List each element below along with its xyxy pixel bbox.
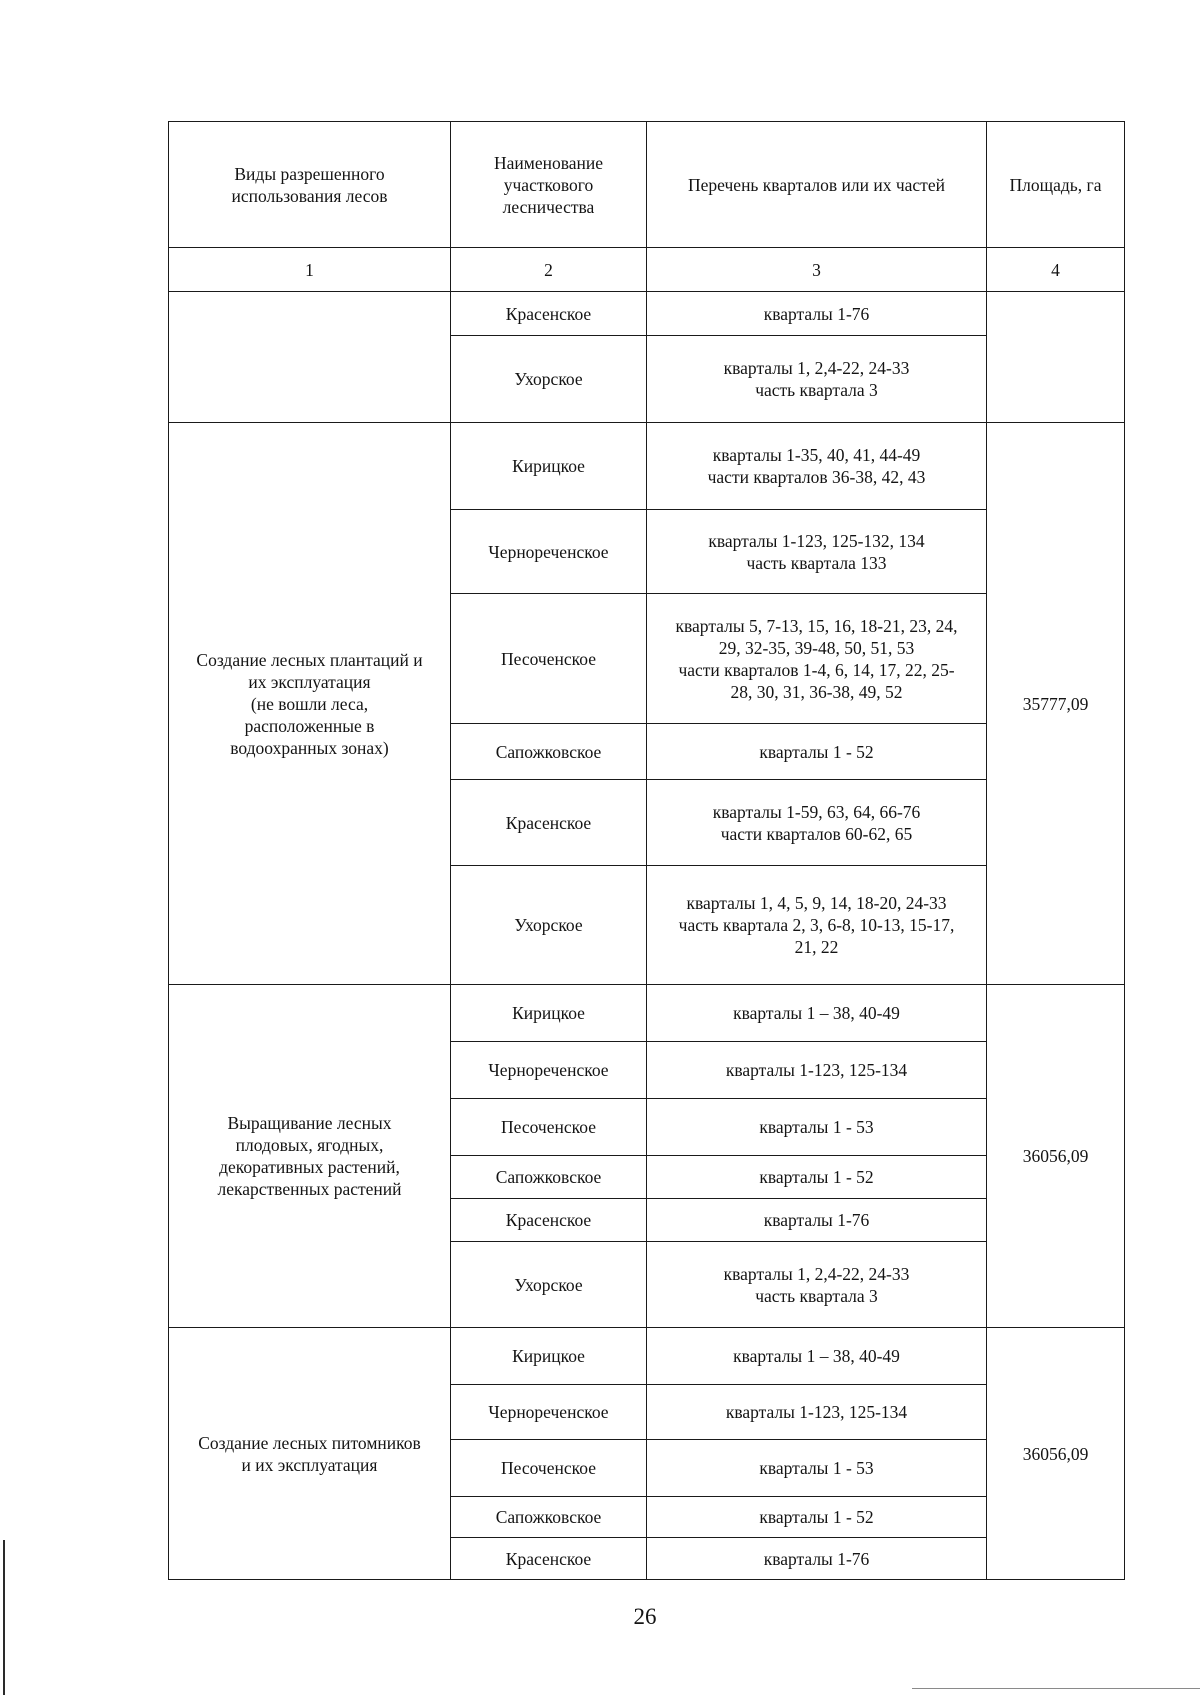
quarters-cell: кварталы 1, 4, 5, 9, 14, 18-20, 24-33 часть квартала 2, 3, 6-8, 10-13, 15-17, 21, 22 <box>647 866 987 985</box>
table-row <box>169 1328 1125 1385</box>
page-number: 26 <box>633 1604 657 1629</box>
forestry-cell: Ухорское <box>451 1242 647 1328</box>
table-body <box>169 122 1125 1580</box>
forestry-cell: Сапожковское <box>451 1497 647 1538</box>
quarters-cell: кварталы 1 - 52 <box>647 1156 987 1199</box>
quarters-cell: кварталы 1 - 52 <box>647 724 987 780</box>
quarters-cell: кварталы 1-123, 125-132, 134 часть квартала 133 <box>647 510 987 594</box>
quarters-cell: кварталы 1 – 38, 40-49 <box>647 985 987 1042</box>
header-quarters-list: Перечень кварталов или их частей <box>647 122 987 248</box>
column-number: 2 <box>451 248 647 292</box>
column-number: 4 <box>987 248 1125 292</box>
quarters-cell: кварталы 1-35, 40, 41, 44-49 части кварталов 36-38, 42, 43 <box>647 423 987 510</box>
forest-use-table <box>168 121 1125 1580</box>
quarters-cell: кварталы 1 - 52 <box>647 1497 987 1538</box>
quarters-cell: кварталы 5, 7-13, 15, 16, 18-21, 23, 24, 29, 32-35, 39-48, 50, 51, 53 части кварталов 1-4, 6, 14, 17, 22, 25- 28, 30, 31, 36-38, 49, 52 <box>647 594 987 724</box>
quarters-cell: кварталы 1 - 53 <box>647 1099 987 1156</box>
permitted-use-cell: Создание лесных плантаций и их эксплуатация (не вошли леса, расположенные в водоохранных зонах) <box>169 423 451 985</box>
quarters-cell: кварталы 1, 2,4-22, 24-33 часть квартала 3 <box>647 1242 987 1328</box>
forestry-cell: Красенское <box>451 292 647 336</box>
permitted-use-cell <box>169 292 451 423</box>
forestry-cell: Сапожковское <box>451 1156 647 1199</box>
area-cell: 36056,09 <box>987 985 1125 1328</box>
forestry-cell: Кирицкое <box>451 423 647 510</box>
column-number-row <box>169 248 1125 292</box>
quarters-cell: кварталы 1 – 38, 40-49 <box>647 1328 987 1385</box>
permitted-use-cell: Создание лесных питомников и их эксплуатация <box>169 1328 451 1580</box>
quarters-cell: кварталы 1-123, 125-134 <box>647 1385 987 1440</box>
forestry-cell: Песоченское <box>451 1440 647 1497</box>
forestry-cell: Кирицкое <box>451 985 647 1042</box>
area-cell: 35777,09 <box>987 423 1125 985</box>
header-area: Площадь, га <box>987 122 1125 248</box>
quarters-cell: кварталы 1-76 <box>647 292 987 336</box>
permitted-use-cell: Выращивание лесных плодовых, ягодных, декоративных растений, лекарственных растений <box>169 985 451 1328</box>
table-row <box>169 985 1125 1042</box>
forestry-cell: Красенское <box>451 1199 647 1242</box>
area-cell <box>987 292 1125 423</box>
scan-margin-line <box>3 1540 5 1695</box>
quarters-cell: кварталы 1-76 <box>647 1199 987 1242</box>
table-row <box>169 292 1125 336</box>
header-row <box>169 122 1125 248</box>
forestry-cell: Песоченское <box>451 594 647 724</box>
forestry-cell: Ухорское <box>451 866 647 985</box>
scan-bottom-rule <box>912 1688 1200 1689</box>
forestry-cell: Песоченское <box>451 1099 647 1156</box>
header-forestry-name: Наименование участкового лесничества <box>451 122 647 248</box>
quarters-cell: кварталы 1-76 <box>647 1538 987 1580</box>
forestry-cell: Красенское <box>451 1538 647 1580</box>
forestry-cell: Чернореченское <box>451 1042 647 1099</box>
quarters-cell: кварталы 1 - 53 <box>647 1440 987 1497</box>
column-number: 3 <box>647 248 987 292</box>
forestry-cell: Кирицкое <box>451 1328 647 1385</box>
table-row <box>169 423 1125 510</box>
forestry-cell: Чернореченское <box>451 510 647 594</box>
column-number: 1 <box>169 248 451 292</box>
quarters-cell: кварталы 1-59, 63, 64, 66-76 части кварталов 60-62, 65 <box>647 780 987 866</box>
quarters-cell: кварталы 1, 2,4-22, 24-33 часть квартала 3 <box>647 336 987 423</box>
header-permitted-use: Виды разрешенного использования лесов <box>169 122 451 248</box>
forestry-cell: Ухорское <box>451 336 647 423</box>
forestry-cell: Красенское <box>451 780 647 866</box>
area-cell: 36056,09 <box>987 1328 1125 1580</box>
forestry-cell: Чернореченское <box>451 1385 647 1440</box>
forestry-cell: Сапожковское <box>451 724 647 780</box>
quarters-cell: кварталы 1-123, 125-134 <box>647 1042 987 1099</box>
